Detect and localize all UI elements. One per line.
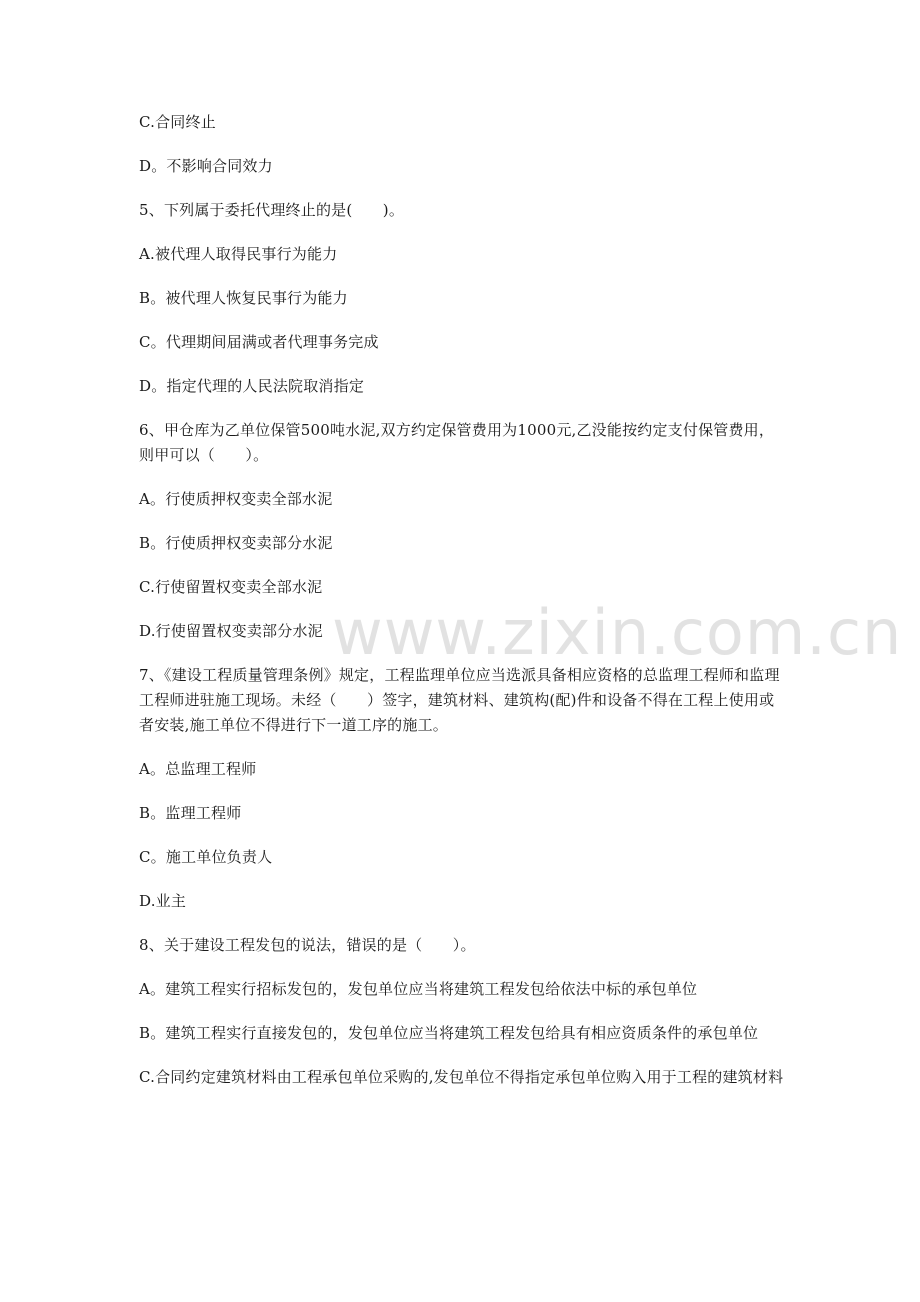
question-6-option-b: B。行使质押权变卖部分水泥 [139,534,333,552]
question-7-option-b: B。监理工程师 [139,804,242,822]
question-6: 6、甲仓库为乙单位保管500吨水泥,双方约定保管费用为1000元,乙没能按约定支付保管费用，则甲可以（ ）。 [139,421,775,464]
question-5-option-a: A.被代理人取得民事行为能力 [139,245,338,263]
question-6-option-c: C.行使留置权变卖全部水泥 [139,578,323,596]
option-d-no-effect: D。不影响合同效力 [139,157,273,175]
question-8-option-b: B。建筑工程实行直接发包的，发包单位应当将建筑工程发包给具有相应资质条件的承包单位 [139,1024,759,1042]
question-8-option-c: C.合同约定建筑材料由工程承包单位采购的,发包单位不得指定承包单位购入用于工程的建筑材料 [139,1068,784,1086]
site-watermark: www.zixin.com.cn [332,596,903,669]
question-7-option-d: D.业主 [139,892,187,910]
question-7-option-a: A。总监理工程师 [139,760,257,778]
document-body [139,110,787,1109]
question-8-option-a: A。建筑工程实行招标发包的，发包单位应当将建筑工程发包给依法中标的承包单位 [139,980,698,998]
question-6-option-a: A。行使质押权变卖全部水泥 [139,490,333,508]
question-5-option-c: C。代理期间届满或者代理事务完成 [139,333,379,351]
question-5-option-d: D。指定代理的人民法院取消指定 [139,377,365,395]
question-5: 5、下列属于委托代理终止的是( )。 [139,201,405,219]
question-7: 7、《建设工程质量管理条例》规定，工程监理单位应当选派具备相应资格的总监理工程师和监理工程师进驻施工现场。未经（ ）签字，建筑材料、建筑构(配)件和设备不得在工程上使用或者安装,施工单位不得进行下一道工序的施工。 [139,666,780,734]
question-8: 8、关于建设工程发包的说法，错误的是（ ）。 [139,936,476,954]
option-c-contract-termination: C.合同终止 [139,113,216,131]
question-5-option-b: B。被代理人恢复民事行为能力 [139,289,348,307]
question-7-option-c: C。施工单位负责人 [139,848,273,866]
question-6-option-d: D.行使留置权变卖部分水泥 [139,622,323,640]
